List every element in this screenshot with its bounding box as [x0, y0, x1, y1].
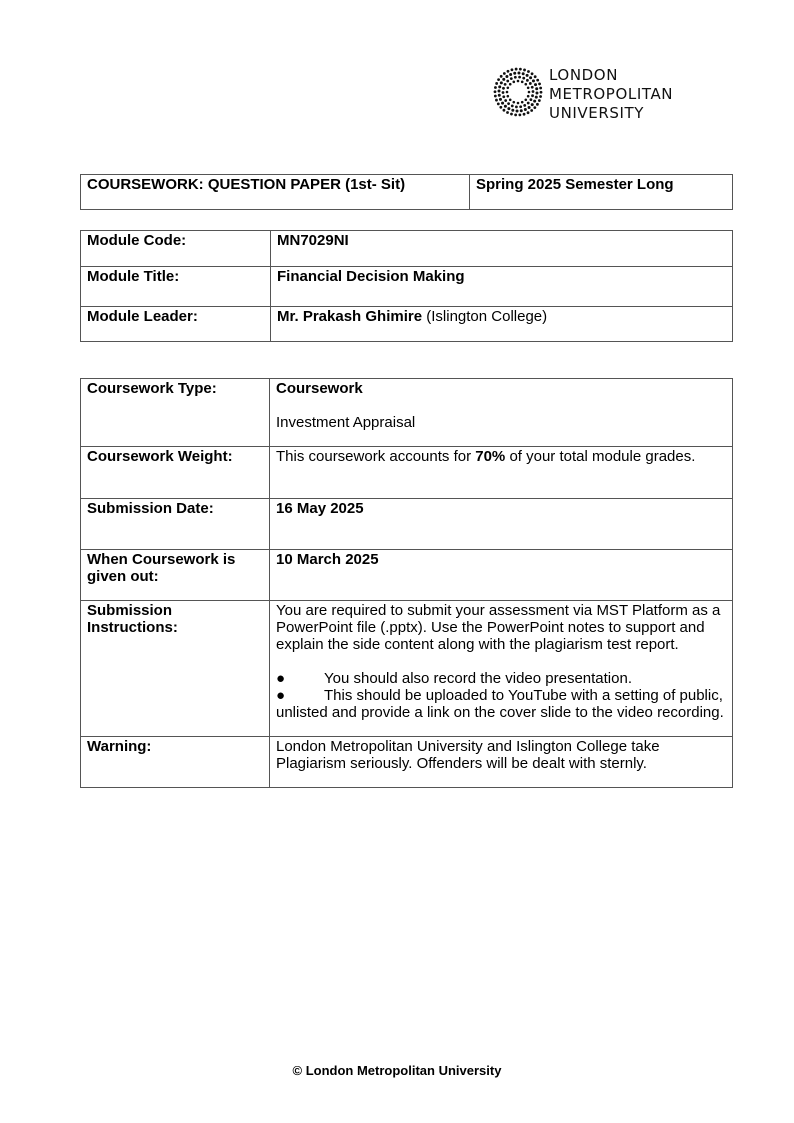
instruction-bullet-2	[276, 687, 726, 721]
given-out-value-cell	[270, 550, 733, 601]
module-code-value: MN7029NI	[277, 232, 349, 249]
given-out-value: 10 March 2025	[276, 551, 379, 568]
instructions-text: You are required to submit your assessment via MST Platform as a PowerPoint file (.pptx). Use the PowerPoint notes to support and explain the side content along with the plagiarism test report.	[276, 602, 721, 653]
module-leader-label-cell	[81, 307, 271, 342]
coursework-type-label-cell	[81, 379, 270, 447]
given-out-label: When Coursework is given out:	[87, 551, 236, 585]
submission-date-label: Submission Date:	[87, 500, 214, 517]
logo-line-3: UNIVERSITY	[549, 104, 645, 122]
instructions-label-cell	[81, 601, 270, 737]
coursework-type-label: Coursework Type:	[87, 380, 217, 397]
warning-value-cell	[270, 737, 733, 788]
sunburst-logo-icon	[492, 66, 546, 120]
paper-title-cell	[81, 175, 470, 210]
warning-label: Warning:	[87, 738, 152, 755]
module-title-value-cell	[271, 267, 733, 307]
bullet-text-1: You should also record the video presentation.	[324, 670, 632, 687]
submission-date-value: 16 May 2025	[276, 500, 364, 517]
logo-line-2: METROPOLITAN	[549, 85, 674, 103]
weight-text-pre: This coursework accounts for	[276, 448, 476, 465]
semester-label: Spring 2025 Semester Long	[476, 176, 674, 193]
module-leader-value-cell	[271, 307, 733, 342]
coursework-type-value-cell	[270, 379, 733, 447]
module-title-value: Financial Decision Making	[277, 268, 465, 285]
paper-title: COURSEWORK: QUESTION PAPER (1st- Sit)	[87, 176, 406, 193]
coursework-type-value: Coursework	[276, 380, 363, 397]
coursework-table	[80, 378, 733, 788]
bullet-icon: ●	[276, 670, 286, 687]
instructions-label: Submission Instructions:	[87, 602, 178, 636]
submission-date-label-cell	[81, 499, 270, 550]
semester-cell	[470, 175, 733, 210]
submission-date-value-cell	[270, 499, 733, 550]
coursework-weight-label-cell	[81, 447, 270, 499]
module-code-label: Module Code:	[87, 232, 187, 249]
given-out-label-cell	[81, 550, 270, 601]
warning-text: London Metropolitan University and Islington College take Plagiarism seriously. Offenders will be dealt with sternly.	[276, 738, 660, 772]
weight-value: 70%	[475, 448, 506, 465]
instructions-value-cell	[270, 601, 733, 737]
university-logo	[492, 66, 692, 120]
logo-wordmark	[549, 66, 673, 123]
coursework-type-subvalue: Investment Appraisal	[276, 414, 416, 431]
logo-line-1: LONDON	[549, 66, 619, 84]
module-title-label-cell	[81, 267, 271, 307]
module-leader-label: Module Leader:	[87, 308, 198, 325]
header-table	[80, 174, 733, 210]
module-table	[80, 230, 733, 342]
instruction-bullet-1	[276, 670, 726, 687]
coursework-weight-value-cell	[270, 447, 733, 499]
module-leader-name: Mr. Prakash Ghimire	[277, 308, 423, 325]
weight-text-post: of your total module grades.	[505, 448, 696, 465]
copyright-footer: © London Metropolitan University	[292, 1063, 502, 1078]
coursework-weight-label: Coursework Weight:	[87, 448, 233, 465]
module-code-value-cell	[271, 231, 733, 267]
warning-label-cell	[81, 737, 270, 788]
module-code-label-cell	[81, 231, 271, 267]
bullet-text-2: This should be uploaded to YouTube with a setting of public, unlisted and provide a link on the cover slide to the video recording.	[276, 687, 724, 721]
bullet-icon: ●	[276, 687, 286, 704]
module-leader-org: (Islington College)	[422, 308, 548, 325]
module-title-label: Module Title:	[87, 268, 180, 285]
